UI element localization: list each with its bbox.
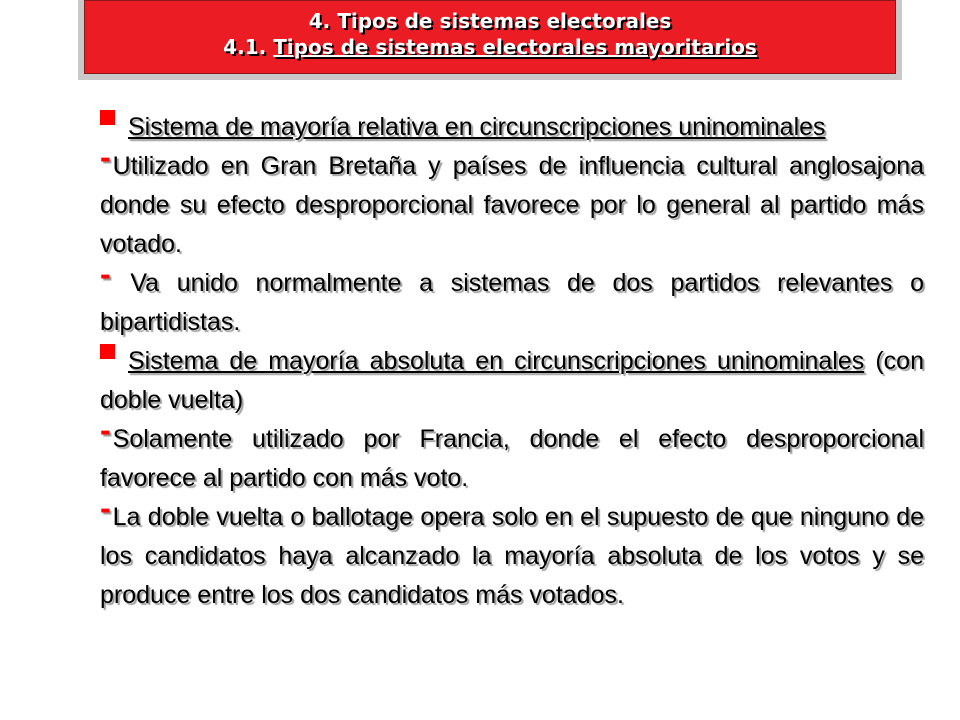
dash-bullet-icon: -	[100, 490, 111, 526]
sub-item-text: Utilizado en Gran Bretaña y países de influencia cultural anglosajona donde su efecto desproporcional favorece por lo general al partido más votado.	[100, 152, 924, 258]
sub-item-text: La doble vuelta o ballotage opera solo en el supuesto de que ninguno de los candidatos haya alcanzado la mayoría absoluta de los votos y se produce entre los dos candidatos más votados.	[100, 503, 924, 609]
sub-item-text: Va unido normalmente a sistemas de dos partidos relevantes o bipartidistas.	[100, 269, 924, 336]
bullet-item-2	[100, 342, 924, 420]
sub-item-3	[100, 412, 924, 498]
sub-item-1	[100, 139, 924, 264]
dash-bullet-icon: -	[100, 256, 111, 292]
sub-item-4	[100, 490, 924, 615]
dash-bullet-icon: -	[100, 139, 111, 175]
bullet-heading: Sistema de mayoría absoluta en circunscripciones uninominales	[128, 347, 865, 375]
title-banner	[78, 0, 902, 80]
subsection-title	[85, 34, 895, 60]
section-title: 4. Tipos de sistemas electorales	[308, 9, 672, 33]
dash-bullet-icon: -	[100, 412, 111, 448]
subsection-name: Tipos de sistemas electorales mayoritarios	[273, 35, 757, 59]
bullet-heading-rest: (con doble vuelta)	[100, 347, 924, 414]
title-box	[84, 0, 896, 74]
slide-body	[100, 108, 924, 615]
subsection-number: 4.1.	[223, 35, 274, 59]
bullet-item-1	[100, 108, 924, 147]
bullet-heading: Sistema de mayoría relativa en circunscripciones uninominales	[128, 113, 826, 141]
square-bullet-icon	[100, 344, 115, 359]
sub-item-2	[100, 256, 924, 342]
sub-item-text: Solamente utilizado por Francia, donde el efecto desproporcional favorece al partido con más voto.	[100, 425, 924, 492]
square-bullet-icon	[100, 110, 115, 125]
